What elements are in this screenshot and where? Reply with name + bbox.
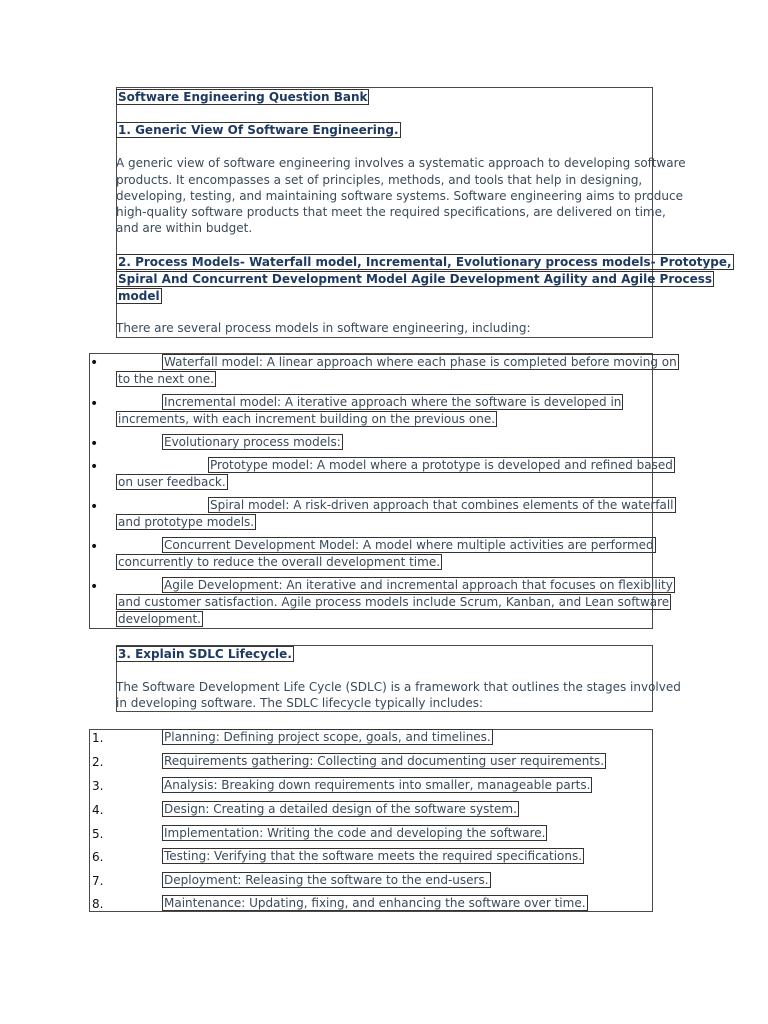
q1-line-2: products. It encompasses a set of principles, methods, and tools that help in designing, (116, 173, 643, 187)
list-item-agile-line-3: development. (118, 612, 201, 626)
list-item-concurrent-line-1: Concurrent Development Model: A model where multiple activities are performed (164, 538, 654, 552)
q2-heading-line-1: 2. Process Models- Waterfall model, Incremental, Evolutionary process models- Prototype, (118, 255, 732, 269)
step-number: 3. (92, 779, 104, 793)
step-number: 1. (92, 731, 104, 745)
q2-heading-line-3: model (118, 289, 160, 303)
list-item-prototype-line-1: Prototype model: A model where a prototype is developed and refined based (210, 458, 673, 472)
list-item-waterfall-line-2: to the next one. (118, 372, 214, 386)
step-maintenance: Maintenance: Updating, fixing, and enhancing the software over time. (164, 896, 586, 910)
step-number: 4. (92, 803, 104, 817)
step-analysis: Analysis: Breaking down requirements into smaller, manageable parts. (164, 778, 591, 792)
q1-heading: 1. Generic View Of Software Engineering. (118, 123, 399, 137)
list-item-evolutionary: Evolutionary process models: (164, 435, 341, 449)
sdlc-line-1: The Software Development Life Cycle (SDLC) is a framework that outlines the stages involved (116, 680, 681, 694)
bullet: • (90, 396, 99, 412)
q2-heading-line-2: Spiral And Concurrent Development Model Agile Development Agility and Agile Process (118, 272, 713, 286)
step-number: 2. (92, 755, 104, 769)
sdlc-heading-row (116, 646, 294, 663)
q1-line-3: developing, testing, and maintaining software systems. Software engineering aims to produce (116, 189, 684, 203)
list-item-incremental-line-1: Incremental model: A iterative approach where the software is developed in (164, 395, 622, 409)
bullet: • (90, 579, 99, 595)
q1-line-1: A generic view of software engineering involves a systematic approach to developing software (116, 156, 686, 170)
sdlc-heading: 3. Explain SDLC Lifecycle. (118, 647, 292, 661)
sdlc-line-2: in developing software. The SDLC lifecycle typically includes: (116, 696, 484, 710)
step-number: 8. (92, 897, 104, 911)
step-testing: Testing: Verifying that the software meets the required specifications. (164, 849, 583, 863)
step-number: 7. (92, 874, 104, 888)
list-item-concurrent-line-2: concurrently to reduce the overall development time. (118, 555, 441, 569)
step-implementation: Implementation: Writing the code and developing the software. (164, 826, 546, 840)
list-item-agile-line-2: and customer satisfaction. Agile process models include Scrum, Kanban, and Lean software (118, 595, 670, 609)
list-item-prototype-line-2: on user feedback. (118, 475, 226, 489)
bullet: • (90, 499, 99, 515)
step-deployment: Deployment: Releasing the software to the end-users. (164, 873, 489, 887)
step-number: 5. (92, 827, 104, 841)
step-requirements: Requirements gathering: Collecting and documenting user requirements. (164, 754, 605, 768)
step-number: 6. (92, 850, 104, 864)
q1-line-4: high-quality software products that meet the required specifications, are delivered on time, (116, 205, 666, 219)
bullet: • (90, 539, 99, 555)
q1-line-5: and are within budget. (116, 221, 253, 235)
list-item-waterfall-line-1: Waterfall model: A linear approach where each phase is completed before moving on (164, 355, 677, 369)
document-title: Software Engineering Question Bank (118, 90, 368, 104)
document-title-row (116, 89, 369, 106)
step-planning: Planning: Defining project scope, goals, and timelines. (164, 730, 491, 744)
list-item-spiral-line-1: Spiral model: A risk-driven approach that combines elements of the waterfall (210, 498, 674, 512)
q2-intro: There are several process models in software engineering, including: (116, 321, 531, 335)
bullet: • (90, 436, 99, 452)
bullet: • (90, 355, 99, 371)
list-item-incremental-line-2: increments, with each increment building on the previous one. (118, 412, 496, 426)
bullet: • (90, 459, 99, 475)
list-item-spiral-line-2: and prototype models. (118, 515, 255, 529)
step-design: Design: Creating a detailed design of the software system. (164, 802, 517, 816)
q1-heading-row (116, 122, 401, 139)
list-item-agile-line-1: Agile Development: An iterative and incremental approach that focuses on flexibility (164, 578, 673, 592)
